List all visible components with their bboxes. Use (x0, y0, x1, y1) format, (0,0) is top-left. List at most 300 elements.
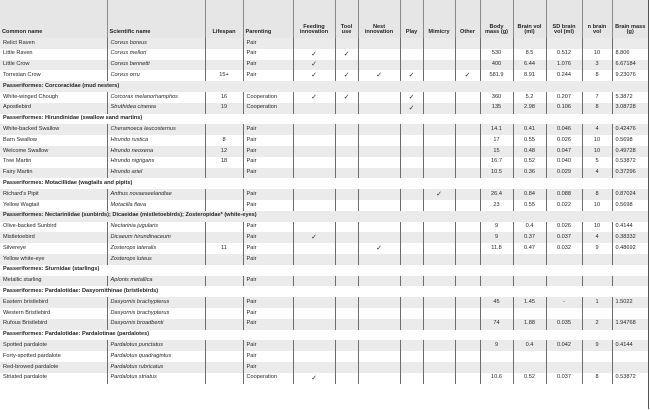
cell-mimicry (423, 232, 455, 243)
cell-body-mass (480, 38, 513, 49)
cell-body-mass: 10.5 (480, 168, 513, 179)
cell-n-brain-vol (582, 362, 612, 373)
cell-tool-use (335, 276, 358, 287)
cell-play (400, 254, 423, 265)
cell-brain-vol: 2.98 (513, 103, 546, 114)
cell-lifespan (205, 340, 243, 351)
cell-scientific-name: Pardalotus striatus (107, 373, 205, 384)
cell-parenting: Pair (243, 168, 293, 179)
cell-sd-brain-vol: 0.026 (546, 135, 582, 146)
cell-nest-innovation (358, 351, 400, 362)
cell-feeding-innovation (293, 222, 335, 233)
table-body (0, 38, 648, 384)
cell-parenting: Pair (243, 60, 293, 71)
group-header-row (0, 330, 648, 341)
header-row (0, 0, 648, 38)
cell-mimicry (423, 189, 455, 200)
cell-brain-vol (513, 38, 546, 49)
cell-brain-vol (513, 254, 546, 265)
cell-lifespan (205, 38, 243, 49)
cell-common-name: Silvereye (3, 244, 27, 251)
cell-other (455, 60, 480, 71)
col-mimicry: Mimicry (423, 0, 455, 38)
col-nest-innovation: Nest innovation (358, 0, 400, 38)
cell-feeding-innovation (293, 124, 335, 135)
cell-parenting: Pair (243, 222, 293, 233)
cell-n-brain-vol (582, 308, 612, 319)
col-common-name: Common name (0, 0, 107, 38)
cell-n-brain-vol: 10 (582, 200, 612, 211)
cell-lifespan (205, 60, 243, 71)
cell-tool-use (335, 124, 358, 135)
col-feeding-innovation: Feeding innovation (293, 0, 335, 38)
group-label: Passeriformes: Pardalotidae: Dasyornithinae (bristlebirds) (3, 287, 159, 294)
cell-brain-mass: 0.4144 (612, 222, 648, 233)
cell-scientific-name: Hirundo ariel (107, 168, 205, 179)
table-row (0, 146, 648, 157)
cell-other (455, 351, 480, 362)
table-row (0, 157, 648, 168)
cell-tool-use (335, 340, 358, 351)
cell-mimicry (423, 222, 455, 233)
cell-brain-mass: 0.42476 (612, 124, 648, 135)
cell-n-brain-vol: 3 (582, 60, 612, 71)
cell-scientific-name: Pardalotus quadragintus (107, 351, 205, 362)
cell-common-name: Eastern bristlebird (0, 297, 107, 308)
cell-brain-mass: 1.94768 (612, 319, 648, 330)
group-label: Passeriformes: Hirundinidae (swallow sand martins) (3, 115, 143, 122)
cell-feeding-innovation (293, 351, 335, 362)
cell-n-brain-vol: 10 (582, 222, 612, 233)
group-header-row (0, 178, 648, 189)
cell-other (455, 157, 480, 168)
cell-brain-mass (612, 276, 648, 287)
cell-body-mass: 10.6 (480, 373, 513, 384)
cell-brain-vol: 0.52 (513, 373, 546, 384)
group-label: Passeriformes: Motacillidae (wagtails and pipits) (3, 179, 133, 186)
cell-scientific-name: Pardalotus punctatus (107, 340, 205, 351)
cell-n-brain-vol (582, 38, 612, 49)
cell-n-brain-vol: 9 (582, 243, 612, 254)
cell-feeding-innovation (293, 38, 335, 49)
cell-feeding-innovation (293, 92, 335, 103)
cell-play (400, 60, 423, 71)
cell-brain-vol: 0.4 (513, 340, 546, 351)
cell-mimicry (423, 276, 455, 287)
table-row (0, 38, 648, 49)
cell-brain-vol (513, 351, 546, 362)
cell-mimicry (423, 319, 455, 330)
check-mark-icon: ✓ (343, 50, 350, 58)
check-mark-icon: ✓ (311, 72, 317, 80)
cell-n-brain-vol: 5 (582, 157, 612, 168)
cell-play (400, 276, 423, 287)
cell-mimicry (423, 243, 455, 254)
col-body-mass: Body mass (g) (480, 0, 513, 38)
cell-brain-mass: 0.5698 (612, 200, 648, 211)
cell-feeding-innovation (293, 135, 335, 146)
cell-sd-brain-vol: 0.037 (546, 232, 582, 243)
cell-common-name: Welcome Swallow (0, 146, 107, 157)
cell-scientific-name: Nectarinia jugularis (107, 222, 205, 233)
cell-n-brain-vol: 10 (582, 146, 612, 157)
cell-common-name: Western Bristlebird (3, 309, 51, 316)
cell-n-brain-vol: 8 (582, 189, 612, 200)
cell-other (455, 168, 480, 179)
cell-feeding-innovation (293, 340, 335, 351)
cell-play (400, 189, 423, 200)
cell-common-name: Rufous Bristlebird (0, 319, 107, 330)
cell-parenting: Pair (243, 308, 293, 319)
cell-mimicry (423, 135, 455, 146)
cell-nest-innovation (358, 92, 400, 103)
cell-lifespan (205, 200, 243, 211)
table-row (0, 276, 648, 287)
check-mark-icon: ✓ (464, 72, 471, 80)
cell-common-name: Barn Swallow (3, 136, 37, 143)
cell-parenting: Pair (243, 70, 293, 81)
cell-scientific-name: Dasyornis brachypterus (107, 308, 205, 319)
cell-feeding-innovation (293, 49, 335, 60)
cell-brain-mass (612, 308, 648, 319)
cell-feeding-innovation (293, 319, 335, 330)
check-mark-icon: ✓ (311, 61, 317, 69)
cell-mimicry (423, 60, 455, 71)
cell-mimicry (423, 103, 455, 114)
cell-feeding-innovation (293, 157, 335, 168)
cell-mimicry (423, 297, 455, 308)
cell-n-brain-vol: 10 (582, 49, 612, 60)
table-row (0, 340, 648, 351)
cell-feeding-innovation (293, 297, 335, 308)
cell-lifespan (205, 168, 243, 179)
cell-nest-innovation (358, 319, 400, 330)
cell-nest-innovation (358, 243, 400, 254)
cell-body-mass (480, 254, 513, 265)
cell-body-mass: 16.7 (480, 157, 513, 168)
cell-lifespan (205, 189, 243, 200)
cell-play (400, 362, 423, 373)
cell-nest-innovation (358, 297, 400, 308)
cell-brain-vol: 0.4 (513, 222, 546, 233)
cell-feeding-innovation (293, 373, 335, 384)
cell-sd-brain-vol: 0.022 (546, 200, 582, 211)
cell-sd-brain-vol: 0.512 (546, 49, 582, 60)
cell-brain-mass (612, 254, 648, 265)
group-label: Passeriformes: Nectariniidae (sunbirds); Dicaeidae (mistletoebirds); Zosteropidae* (white-eyes) (0, 211, 648, 222)
table-row (0, 243, 648, 254)
cell-n-brain-vol: 7 (582, 92, 612, 103)
cell-common-name: Tree Martin (3, 158, 32, 165)
cell-mimicry (423, 308, 455, 319)
cell-play (400, 103, 423, 114)
check-mark-icon: ✓ (311, 374, 317, 382)
cell-parenting: Pair (243, 243, 293, 254)
cell-parenting: Cooperation (243, 103, 293, 114)
cell-other (455, 38, 480, 49)
cell-play (400, 308, 423, 319)
cell-other (455, 243, 480, 254)
cell-parenting: Pair (243, 276, 293, 287)
cell-feeding-innovation (293, 308, 335, 319)
table-row (0, 319, 648, 330)
cell-common-name: Little Raven (3, 50, 33, 57)
cell-brain-vol: 0.55 (513, 200, 546, 211)
cell-lifespan (205, 276, 243, 287)
cell-brain-vol: 6.44 (513, 60, 546, 71)
cell-body-mass: 360 (480, 92, 513, 103)
cell-tool-use (335, 157, 358, 168)
cell-body-mass: 530 (480, 49, 513, 60)
cell-brain-vol (513, 308, 546, 319)
cell-parenting: Pair (243, 146, 293, 157)
cell-brain-mass: 0.38332 (612, 232, 648, 243)
cell-tool-use (335, 222, 358, 233)
cell-brain-mass: 0.49728 (612, 146, 648, 157)
cell-other (455, 189, 480, 200)
col-play: Play (400, 0, 423, 38)
cell-sd-brain-vol: 0.207 (546, 92, 582, 103)
cell-tool-use (335, 308, 358, 319)
cell-nest-innovation (358, 124, 400, 135)
cell-parenting: Cooperation (243, 92, 293, 103)
table-row (0, 200, 648, 211)
cell-n-brain-vol: 1 (582, 297, 612, 308)
col-other: Other (455, 0, 480, 38)
cell-brain-mass: 3.08728 (612, 103, 648, 114)
cell-nest-innovation (358, 60, 400, 71)
cell-nest-innovation (358, 49, 400, 60)
cell-other (455, 373, 480, 384)
cell-brain-mass (612, 38, 648, 49)
group-header-row (0, 286, 648, 297)
cell-other (455, 276, 480, 287)
cell-nest-innovation (358, 38, 400, 49)
cell-sd-brain-vol: - (546, 297, 582, 308)
cell-parenting: Pair (243, 340, 293, 351)
cell-nest-innovation (358, 373, 400, 384)
cell-n-brain-vol: 4 (582, 232, 612, 243)
cell-nest-innovation (358, 200, 400, 211)
cell-mimicry (423, 254, 455, 265)
cell-other (455, 124, 480, 135)
cell-brain-vol: 0.84 (513, 189, 546, 200)
cell-brain-mass: 0.4144 (612, 340, 648, 351)
cell-other (455, 103, 480, 114)
cell-other (455, 319, 480, 330)
cell-common-name: White-backed Swallow (0, 124, 107, 135)
cell-sd-brain-vol: 0.046 (546, 124, 582, 135)
cell-lifespan (205, 124, 243, 135)
cell-common-name: Torresian Crow (3, 71, 41, 78)
cell-other (455, 362, 480, 373)
cell-brain-vol: 1.45 (513, 297, 546, 308)
cell-tool-use (335, 243, 358, 254)
cell-parenting: Pair (243, 49, 293, 60)
cell-nest-innovation (358, 340, 400, 351)
cell-play (400, 146, 423, 157)
check-mark-icon: ✓ (311, 50, 317, 58)
cell-nest-innovation (358, 157, 400, 168)
cell-lifespan (205, 351, 243, 362)
cell-brain-vol: 0.47 (513, 243, 546, 254)
cell-sd-brain-vol (546, 351, 582, 362)
cell-sd-brain-vol: 0.037 (546, 373, 582, 384)
cell-nest-innovation (358, 135, 400, 146)
col-lifespan: Lifespan (205, 0, 243, 38)
check-mark-icon: ✓ (408, 72, 415, 80)
cell-parenting: Pair (243, 189, 293, 200)
cell-body-mass: 74 (480, 319, 513, 330)
group-label: Passeriformes: Sturnidae (starlings) (3, 266, 100, 273)
cell-sd-brain-vol: 0.026 (546, 222, 582, 233)
cell-body-mass: 9 (480, 222, 513, 233)
cell-scientific-name: Corvus mellori (107, 49, 205, 60)
cell-brain-mass: 0.53872 (612, 373, 648, 384)
cell-scientific-name: Zosterops lateralis (107, 243, 205, 254)
cell-feeding-innovation (293, 232, 335, 243)
cell-lifespan (205, 222, 243, 233)
check-mark-icon: ✓ (436, 191, 442, 199)
group-header-row (0, 211, 648, 222)
cell-mimicry (423, 92, 455, 103)
cell-play (400, 135, 423, 146)
cell-nest-innovation (358, 103, 400, 114)
cell-tool-use (335, 373, 358, 384)
cell-sd-brain-vol (546, 38, 582, 49)
table-row (0, 103, 648, 114)
cell-common-name: Apostlebird (0, 103, 107, 114)
cell-nest-innovation (358, 222, 400, 233)
cell-scientific-name: Zosterops luteus (107, 254, 205, 265)
cell-feeding-innovation (293, 103, 335, 114)
cell-play (400, 340, 423, 351)
cell-tool-use (335, 38, 358, 49)
cell-body-mass: 581.9 (480, 70, 513, 81)
table-row (0, 70, 648, 81)
cell-nest-innovation (358, 146, 400, 157)
cell-scientific-name: Motacilla flava (107, 200, 205, 211)
cell-sd-brain-vol (546, 308, 582, 319)
cell-brain-vol (513, 362, 546, 373)
cell-feeding-innovation (293, 362, 335, 373)
cell-scientific-name: Corvus boreus (107, 38, 205, 49)
cell-scientific-name: Dasyornis brachypterus (107, 297, 205, 308)
cell-scientific-name: Hirundo nigrigans (107, 157, 205, 168)
cell-lifespan (205, 297, 243, 308)
cell-common-name: Spotted pardalote (0, 340, 107, 351)
cell-sd-brain-vol: 0.032 (546, 243, 582, 254)
cell-tool-use (335, 319, 358, 330)
cell-common-name: Mistletoebird (0, 232, 107, 243)
cell-n-brain-vol: 9 (582, 340, 612, 351)
table-row (0, 60, 648, 71)
cell-mimicry (423, 124, 455, 135)
cell-common-name: Relict Raven (0, 38, 107, 49)
cell-brain-vol: 0.52 (513, 157, 546, 168)
cell-feeding-innovation (293, 200, 335, 211)
cell-mimicry (423, 49, 455, 60)
cell-n-brain-vol: 10 (582, 135, 612, 146)
cell-body-mass: 9 (480, 340, 513, 351)
cell-brain-mass (612, 362, 648, 373)
cell-parenting: Cooperation (243, 373, 293, 384)
col-parenting: Parenting (243, 0, 293, 38)
cell-sd-brain-vol: 0.029 (546, 168, 582, 179)
cell-brain-vol: 0.36 (513, 168, 546, 179)
group-label: Passeriformes: Corcoracidae (mud nesters) (0, 81, 648, 92)
cell-tool-use (335, 146, 358, 157)
cell-nest-innovation (358, 276, 400, 287)
cell-sd-brain-vol: 0.035 (546, 319, 582, 330)
cell-brain-vol: 0.37 (513, 232, 546, 243)
cell-brain-mass: 0.5698 (612, 135, 648, 146)
cell-common-name: Metallic starling (0, 276, 107, 287)
cell-body-mass: 26.4 (480, 189, 513, 200)
group-header-row (0, 81, 648, 92)
cell-sd-brain-vol: 0.106 (546, 103, 582, 114)
cell-play (400, 351, 423, 362)
cell-tool-use (335, 135, 358, 146)
cell-parenting: Pair (243, 200, 293, 211)
check-mark-icon: ✓ (376, 245, 382, 253)
cell-sd-brain-vol (546, 276, 582, 287)
cell-lifespan (205, 373, 243, 384)
cell-scientific-name: Anthus novaeseelandiae (107, 189, 205, 200)
cell-sd-brain-vol: 0.244 (546, 70, 582, 81)
cell-lifespan: 15+ (205, 70, 243, 81)
cell-brain-mass: 0.48692 (612, 243, 648, 254)
cell-parenting: Pair (243, 254, 293, 265)
cell-lifespan: 19 (205, 103, 243, 114)
cell-lifespan (205, 319, 243, 330)
cell-brain-vol: 0.55 (513, 135, 546, 146)
cell-tool-use (335, 60, 358, 71)
cell-brain-mass: 6.67184 (612, 60, 648, 71)
cell-mimicry (423, 70, 455, 81)
cell-scientific-name: Struthidea cinerea (107, 103, 205, 114)
cell-feeding-innovation (293, 146, 335, 157)
cell-play (400, 38, 423, 49)
cell-tool-use (335, 70, 358, 81)
cell-play (400, 49, 423, 60)
cell-tool-use (335, 232, 358, 243)
cell-parenting: Pair (243, 232, 293, 243)
group-label: Passeriformes: Pardalotidae: Pardalotinae (pardalotes) (3, 331, 150, 338)
cell-other (455, 92, 480, 103)
table-row (0, 254, 648, 265)
cell-sd-brain-vol (546, 362, 582, 373)
cell-mimicry (423, 373, 455, 384)
cell-parenting: Pair (243, 351, 293, 362)
cell-body-mass (480, 362, 513, 373)
cell-lifespan (205, 362, 243, 373)
cell-body-mass: 11.8 (480, 243, 513, 254)
cell-scientific-name: Corcorax melanorhamphos (107, 92, 205, 103)
cell-common-name: Olive-backed Sunbird (3, 223, 57, 230)
cell-nest-innovation (358, 254, 400, 265)
cell-body-mass: 400 (480, 60, 513, 71)
cell-tool-use (335, 168, 358, 179)
cell-sd-brain-vol (546, 254, 582, 265)
cell-scientific-name: Corvus orru (107, 70, 205, 81)
group-header-row (0, 114, 648, 125)
cell-n-brain-vol (582, 351, 612, 362)
cell-brain-vol: 8.5 (513, 49, 546, 60)
table-row (0, 135, 648, 146)
cell-lifespan (205, 308, 243, 319)
col-brain-mass: Brain mass (g) (612, 0, 648, 38)
